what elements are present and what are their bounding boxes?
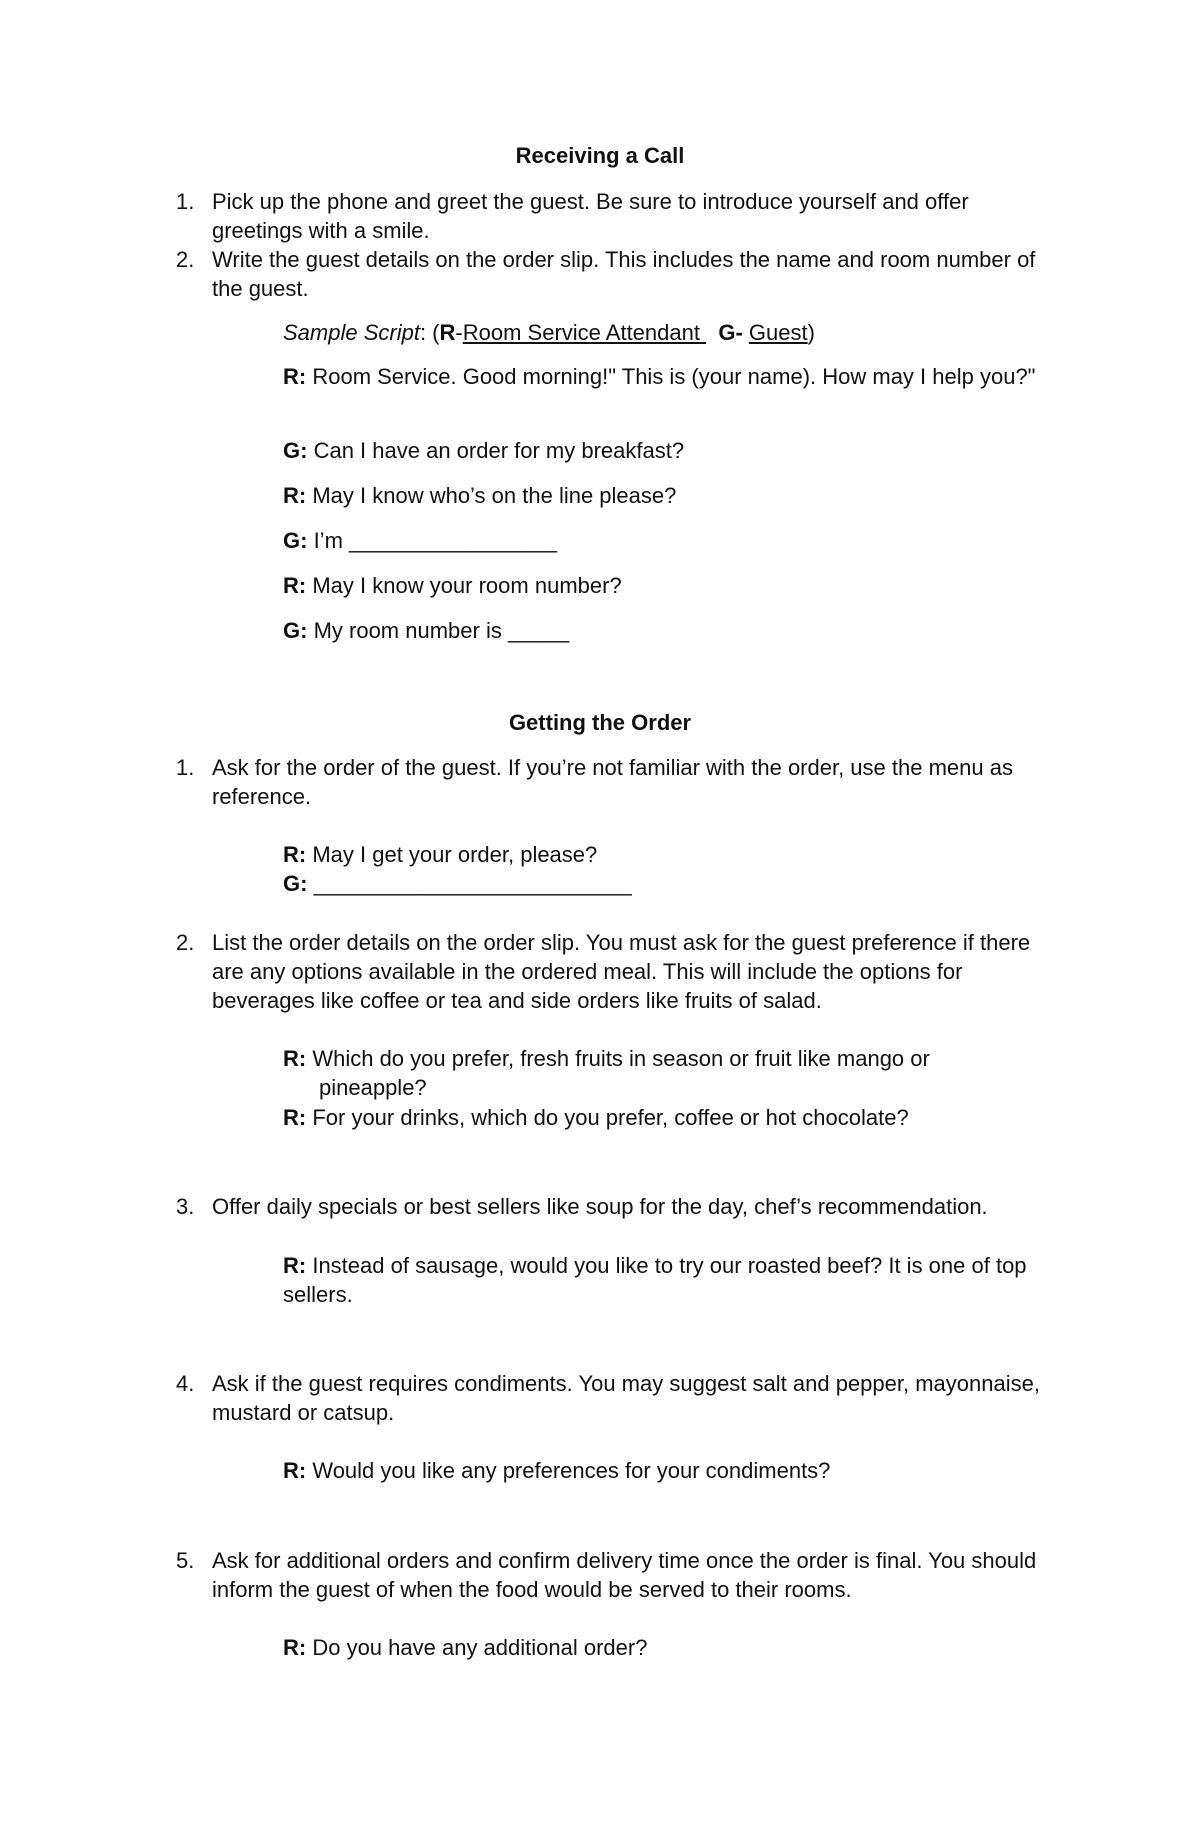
speaker-label: R: [283, 573, 307, 598]
speaker-label: G: [283, 618, 308, 643]
dialogue-line [283, 436, 1043, 465]
speaker-label: R: [283, 1105, 307, 1130]
speaker-label: R: [283, 842, 307, 867]
dialogue-text: Can I have an order for my breakfast? [307, 438, 685, 463]
dialogue-line [283, 362, 1043, 391]
gap [706, 320, 718, 345]
list-text: Offer daily specials or best sellers like soup for the day, chef’s recommendation. [212, 1194, 988, 1219]
dialogue-line [283, 1044, 1043, 1102]
speaker-label: R: [283, 483, 307, 508]
speaker-label: R: [283, 1253, 307, 1278]
sample-script-sep: : ( [419, 320, 440, 345]
g-role-name: Guest [748, 320, 808, 345]
list-number: 3. [176, 1194, 195, 1219]
sample-script-label: Sample Script [283, 320, 420, 345]
dialogue-continuation: pineapple? [319, 1075, 427, 1100]
dialogue-line [283, 869, 1043, 898]
r-role-name: Room Service Attendant [462, 320, 707, 345]
r-dash: - [455, 320, 463, 345]
dialogue-text: For your drinks, which do you prefer, coffee or hot chocolate? [306, 1105, 909, 1130]
dialogue-text: Instead of sausage, would you like to try our roasted beef? It is one of top sellers. [283, 1253, 1027, 1307]
dialogue-text: __________________________ [307, 871, 632, 896]
dialogue-text: Which do you prefer, fresh fruits in season or fruit like mango or [306, 1046, 930, 1071]
g-dash: - [735, 320, 749, 345]
dialogue-line [283, 840, 1043, 869]
dialogue-line [283, 1103, 1043, 1132]
dialogue-line [283, 1456, 1043, 1485]
g-code: G [718, 320, 736, 345]
dialogue-line [283, 1251, 1043, 1309]
speaker-label: G: [283, 871, 308, 896]
speaker-label: R: [283, 1458, 307, 1483]
dialogue-line [283, 1633, 1043, 1662]
list-text: Ask for additional orders and confirm delivery time once the order is final. You should inform the guest of when the food would be served to their rooms. [212, 1548, 1037, 1602]
speaker-label: R: [283, 1635, 307, 1660]
section-heading-getting-the-order: Getting the Order [508, 710, 692, 735]
speaker-label: G: [283, 528, 308, 553]
list-number: 2. [176, 930, 195, 955]
list-text: List the order details on the order slip. You must ask for the guest preference if there are any options available in the ordered meal. This will include the options for beverages like coffee or tea and side orders like fruits of salad. [212, 930, 1031, 1013]
list-number: 2. [176, 247, 195, 272]
close-paren: ) [807, 320, 815, 345]
r-code: R [439, 320, 456, 345]
dialogue-text: I’m _________________ [307, 528, 558, 553]
sample-script-line [283, 318, 1043, 347]
list-number: 1. [176, 189, 195, 214]
speaker-label: R: [283, 1046, 307, 1071]
speaker-label: G: [283, 438, 308, 463]
dialogue-line [283, 571, 1043, 600]
list-text: Pick up the phone and greet the guest. Be sure to introduce yourself and offer greetings with a smile. [212, 189, 969, 243]
list-text: Ask if the guest requires condiments. You may suggest salt and pepper, mayonnaise, mustard or catsup. [212, 1371, 1040, 1425]
dialogue-text: May I get your order, please? [306, 842, 598, 867]
dialogue-text: My room number is _____ [307, 618, 570, 643]
dialogue-text: Would you like any preferences for your condiments? [306, 1458, 831, 1483]
dialogue-line [283, 526, 1043, 555]
dialogue-line [283, 481, 1043, 510]
list-number: 5. [176, 1548, 195, 1573]
dialogue-text: Room Service. Good morning!" This is (your name). How may I help you?" [306, 364, 1036, 389]
list-text: Ask for the order of the guest. If you’re not familiar with the order, use the menu as reference. [212, 755, 1013, 809]
dialogue-text: May I know your room number? [306, 573, 622, 598]
speaker-label: R: [283, 364, 307, 389]
section-heading-receiving-a-call: Receiving a Call [515, 143, 685, 168]
dialogue-text: May I know who’s on the line please? [306, 483, 677, 508]
dialogue-line [283, 616, 1043, 645]
list-text: Write the guest details on the order slip. This includes the name and room number of the guest. [212, 247, 1036, 301]
dialogue-text: Do you have any additional order? [306, 1635, 648, 1660]
list-number: 4. [176, 1371, 195, 1396]
list-number: 1. [176, 755, 195, 780]
